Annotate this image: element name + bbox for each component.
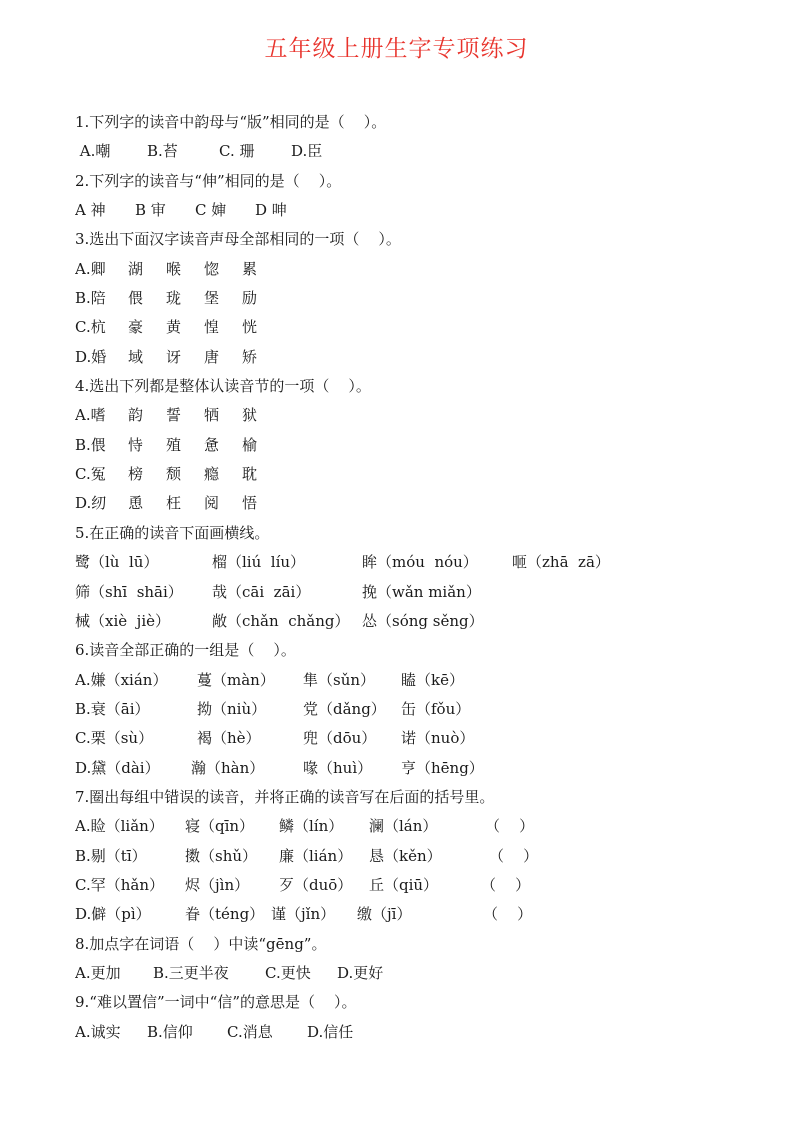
option-item: A 神 — [75, 201, 106, 220]
option-item: 榆 — [242, 435, 258, 454]
option-item: 榜 — [128, 465, 144, 484]
option-item: B.陪 — [75, 289, 106, 308]
option-row — [75, 666, 755, 695]
option-item: D 呻 — [255, 201, 287, 220]
option-item: B.苔 — [147, 142, 178, 161]
option-item: D.僻（pì） — [75, 905, 151, 924]
option-row — [75, 724, 755, 753]
option-item: 党（dǎng） — [303, 699, 386, 718]
question-text: 4.选出下列都是整体认读音节的一项（ ）。 — [75, 377, 371, 396]
option-row — [75, 548, 755, 577]
option-item: D.纫 — [75, 494, 107, 513]
option-row — [75, 137, 755, 166]
option-item: 兜（dōu） — [303, 729, 377, 748]
option-item: 堡 — [204, 289, 220, 308]
option-item: 缴（jī） — [357, 905, 412, 924]
option-item: 隼（sǔn） — [303, 670, 376, 689]
option-item: A.睑（liǎn） — [75, 817, 164, 836]
option-item: 惶 — [204, 318, 220, 337]
option-item: 褐（hè） — [197, 729, 261, 748]
option-item: 械（xiè jiè） — [75, 611, 170, 630]
option-row — [75, 196, 755, 225]
question-text: 3.选出下面汉字读音声母全部相同的一项（ ）。 — [75, 230, 401, 249]
option-item: 哉（cāi zāi） — [212, 582, 311, 601]
option-item: 惚 — [204, 259, 220, 278]
option-item: （ ） — [489, 846, 539, 865]
option-item: D.婚 — [75, 347, 107, 366]
option-item: B 审 — [135, 201, 166, 220]
option-item: 悟 — [242, 494, 258, 513]
option-row — [75, 695, 755, 724]
option-item: D.臣 — [291, 142, 323, 161]
option-item: 惫 — [204, 435, 220, 454]
option-row — [75, 489, 755, 518]
option-item: A.卿 — [75, 259, 106, 278]
option-row — [75, 1018, 755, 1047]
option-item: D.更好 — [337, 963, 384, 982]
option-item: 拗（niù） — [197, 699, 267, 718]
option-row — [75, 460, 755, 489]
option-item: 牺 — [204, 406, 220, 425]
option-item: 眷（téng） — [185, 905, 265, 924]
question-text: 8.加点字在词语（ ）中读“gēng”。 — [75, 934, 327, 953]
option-item: D.信任 — [307, 1022, 354, 1041]
option-item: 瘾 — [204, 465, 220, 484]
option-row — [75, 578, 755, 607]
option-item: 恃 — [128, 435, 144, 454]
option-item: 怂（sóng sěng） — [362, 611, 484, 630]
option-item: B.剔（tī） — [75, 846, 147, 865]
option-row — [75, 871, 755, 900]
option-item: 殖 — [166, 435, 182, 454]
option-item: B.衰（āi） — [75, 699, 150, 718]
option-item: 颓 — [166, 465, 182, 484]
option-row — [75, 842, 755, 871]
option-item: 唐 — [204, 347, 220, 366]
option-item: 瀚（hàn） — [191, 758, 265, 777]
question-text: 7.圈出每组中错误的读音，并将正确的读音写在后面的括号里。 — [75, 787, 495, 806]
option-item: 豪 — [128, 318, 144, 337]
option-item: A.诚实 — [75, 1022, 121, 1041]
option-item: 恿 — [128, 494, 144, 513]
option-row — [75, 284, 755, 313]
option-item: C.杭 — [75, 318, 106, 337]
option-item: 鹭（lù lū） — [75, 553, 159, 572]
option-row — [75, 812, 755, 841]
option-item: 烬（jìn） — [185, 875, 250, 894]
question-text: 1.下列字的读音中韵母与“版”相同的是（ ）。 — [75, 113, 387, 131]
option-item: B.三更半夜 — [153, 963, 229, 982]
option-item: C.消息 — [227, 1022, 273, 1041]
option-item: （ ） — [483, 905, 533, 924]
option-item: C.栗（sù） — [75, 729, 154, 748]
option-item: （ ） — [481, 875, 531, 894]
option-item: 阅 — [204, 494, 220, 513]
option-item: 寝（qīn） — [185, 817, 255, 836]
option-item: 狱 — [242, 406, 258, 425]
option-item: A.嗜 — [75, 406, 106, 425]
question-text: 2.下列字的读音与“伸”相同的是（ ）。 — [75, 171, 342, 190]
option-item: 缶（fǒu） — [401, 699, 471, 718]
option-item: 丘（qiū） — [369, 875, 439, 894]
option-item: 澜（lán） — [369, 817, 438, 836]
option-item: 讶 — [166, 347, 182, 366]
option-item: 珑 — [166, 289, 182, 308]
option-item: 诺（nuò） — [401, 729, 475, 748]
option-item: C 婶 — [195, 201, 227, 220]
option-row — [75, 431, 755, 460]
option-item: 喙（huì） — [303, 758, 373, 777]
option-item: 累 — [242, 259, 258, 278]
option-row — [75, 313, 755, 342]
option-item: B.信仰 — [147, 1022, 193, 1041]
option-item: C. 珊 — [219, 142, 255, 161]
option-item: 榴（liú líu） — [212, 553, 306, 572]
option-item: 矫 — [242, 347, 258, 366]
option-item: 誓 — [166, 406, 182, 425]
option-row — [75, 255, 755, 284]
option-item: 敞（chǎn chǎng） — [212, 611, 350, 630]
option-item: C.更快 — [265, 963, 311, 982]
option-item: 黄 — [166, 318, 182, 337]
option-row — [75, 401, 755, 430]
option-item: 谨（jǐn） — [271, 905, 336, 924]
option-item: 偎 — [128, 289, 144, 308]
option-item: 耽 — [242, 465, 258, 484]
option-item: 挽（wǎn miǎn） — [362, 582, 481, 601]
option-row — [75, 607, 755, 636]
option-item: 眸（móu nóu） — [362, 553, 478, 572]
option-item: 恍 — [242, 318, 258, 337]
option-item: A.嘲 — [75, 142, 111, 161]
option-item: 瞌（kē） — [401, 670, 464, 689]
question-list — [75, 108, 755, 1047]
question-text: 9.“难以置信”一词中“信”的意思是（ ）。 — [75, 993, 357, 1012]
question-text: 5.在正确的读音下面画横线。 — [75, 523, 270, 542]
option-item: 湖 — [128, 259, 144, 278]
option-item: 亨（hēng） — [401, 758, 484, 777]
option-item: 咂（zhā zā） — [512, 553, 610, 572]
option-item: 励 — [242, 289, 258, 308]
option-item: 筛（shī shāi） — [75, 582, 183, 601]
option-item: C.罕（hǎn） — [75, 875, 164, 894]
option-item: 域 — [128, 347, 144, 366]
option-item: 歹（duō） — [279, 875, 353, 894]
option-item: 蔓（màn） — [197, 670, 275, 689]
option-item: 鳞（lín） — [279, 817, 344, 836]
page-title: 五年级上册生字专项练习 — [264, 36, 529, 62]
option-item: 喉 — [166, 259, 182, 278]
option-item: 枉 — [166, 494, 182, 513]
option-row — [75, 343, 755, 372]
option-item: 廉（lián） — [279, 846, 353, 865]
option-item: A.更加 — [75, 963, 121, 982]
option-row — [75, 754, 755, 783]
option-item: 擞（shǔ） — [185, 846, 258, 865]
option-item: A.嫌（xián） — [75, 670, 168, 689]
option-item: （ ） — [485, 817, 535, 836]
option-item: B.偎 — [75, 435, 106, 454]
option-item: C.冤 — [75, 465, 106, 484]
question-text: 6.读音全部正确的一组是（ ）。 — [75, 641, 296, 660]
option-item: D.黛（dài） — [75, 758, 160, 777]
option-row — [75, 959, 755, 988]
option-row — [75, 900, 755, 929]
option-item: 恳（kěn） — [369, 846, 442, 865]
option-item: 韵 — [128, 406, 144, 425]
